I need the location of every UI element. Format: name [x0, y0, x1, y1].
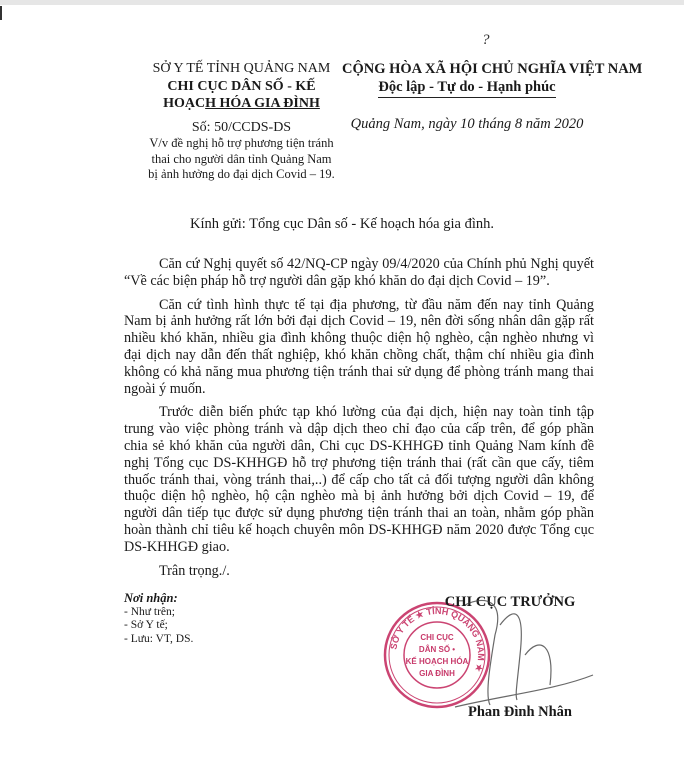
document-subject	[134, 136, 349, 183]
subject-line: thai cho người dân tỉnh Quảng Nam	[151, 151, 332, 166]
handwritten-mark: ?	[482, 32, 490, 48]
recipients-block	[124, 592, 193, 646]
document-date: Quảng Nam, ngày 10 tháng 8 năm 2020	[350, 116, 584, 132]
issuer-header	[134, 60, 349, 183]
svg-text:GIA ĐÌNH: GIA ĐÌNH	[419, 669, 455, 678]
closing: Trân trọng./.	[159, 562, 230, 579]
recipient-item: - Sở Y tế;	[124, 619, 168, 631]
document-number: Số: 50/CCDS-DS	[191, 120, 292, 135]
scan-left-mark	[0, 6, 2, 20]
recipients-label: Nơi nhận:	[124, 591, 178, 605]
national-header	[342, 60, 643, 133]
office-line2-underlined: H HÓA GIA ĐÌNH	[205, 96, 320, 111]
nation-title: CỘNG HÒA XÃ HỘI CHỦ NGHĨA VIỆT NAM	[342, 61, 643, 77]
svg-text:DÂN SỐ •: DÂN SỐ •	[418, 645, 456, 654]
recipient-item: - Như trên;	[124, 605, 175, 618]
national-motto: Độc lập - Tự do - Hạnh phúc	[378, 78, 555, 98]
handwritten-signature-icon	[445, 595, 595, 715]
salutation: Kính gửi: Tổng cục Dân số - Kế hoạch hóa gia đình.	[190, 216, 494, 232]
letter-body	[124, 256, 594, 586]
body-paragraph: Căn cứ tình hình thực tế tại địa phương, từ đầu năm đến nay tỉnh Quảng Nam bị ảnh hưởng rất lớn bởi đại dịch Covid – 19, nên đời sống nhân dân gặp rất nhiều khó khăn, nhiều gia đình không thuộc diện hộ nghèo, cận nghèo nhưng vì đại dịch nay dẫn đến thất nghiệp, khó khăn chồng chất, thậm chí nhiều gia đình không có khả năng mua phương tiện tránh thai sử dụng để phòng tránh mang thai ngoài ý muốn.	[124, 296, 594, 397]
parent-agency: SỞ Y TẾ TỈNH QUẢNG NAM	[152, 61, 331, 76]
issuing-office-line2	[134, 95, 349, 112]
subject-line: V/v đề nghị hỗ trợ phương tiện tránh	[149, 136, 334, 150]
signer-title: CHI CỤC TRƯỞNG	[444, 594, 576, 610]
svg-text:KẾ HOẠCH HÓA: KẾ HOẠCH HÓA	[405, 657, 469, 666]
body-paragraph: Trước diễn biến phức tạp khó lường của đại dịch, hiện nay toàn tỉnh tập trung vào việc phòng tránh và dập dịch theo chỉ đạo của cấp trên, để góp phần chia sẻ khó khăn của người dân, Chi cục DS-KHHGĐ tỉnh Quảng Nam kính đề nghị Tổng cục DS-KHHGĐ hỗ trợ phương tiện tránh thai (rất cần que cấy, tiêm thuốc tránh thai, vòng tránh thai,..) để cấp cho tất cả đối tượng người dân không thuộc diện hộ nghèo, hộ cận nghèo mà bị ảnh hưởng bởi dịch Covid – 19, để người dân tiếp tục được sử dụng phương tiện tránh thai an toàn, nhằm góp phần hoàn thành chỉ tiêu kế hoạch chuyên môn DS-KHHGĐ năm 2020 được Tổng cục DS-KHHGĐ giao.	[124, 404, 594, 555]
body-paragraph: Căn cứ Nghị quyết số 42/NQ-CP ngày 09/4/2020 của Chính phủ Nghị quyết “Về các biện pháp hỗ trợ người dân gặp khó khăn do đại dịch Covid – 19”.	[124, 256, 594, 289]
signer-name: Phan Đình Nhân	[468, 704, 572, 720]
subject-line: bị ảnh hưởng do đại dịch Covid – 19.	[148, 167, 335, 181]
scan-top-edge	[0, 0, 684, 5]
svg-text:SỞ Y TẾ ★ TỈNH QUẢNG NAM ★: SỞ Y TẾ ★ TỈNH QUẢNG NAM ★	[388, 605, 487, 674]
office-line2-plain: HOẠC	[163, 96, 206, 111]
issuing-office	[134, 78, 349, 112]
svg-text:CHI CỤC: CHI CỤC	[420, 633, 454, 642]
recipient-item: - Lưu: VT, DS.	[124, 632, 194, 645]
issuing-office-line1: CHI CỤC DÂN SỐ - KẾ	[167, 79, 316, 94]
